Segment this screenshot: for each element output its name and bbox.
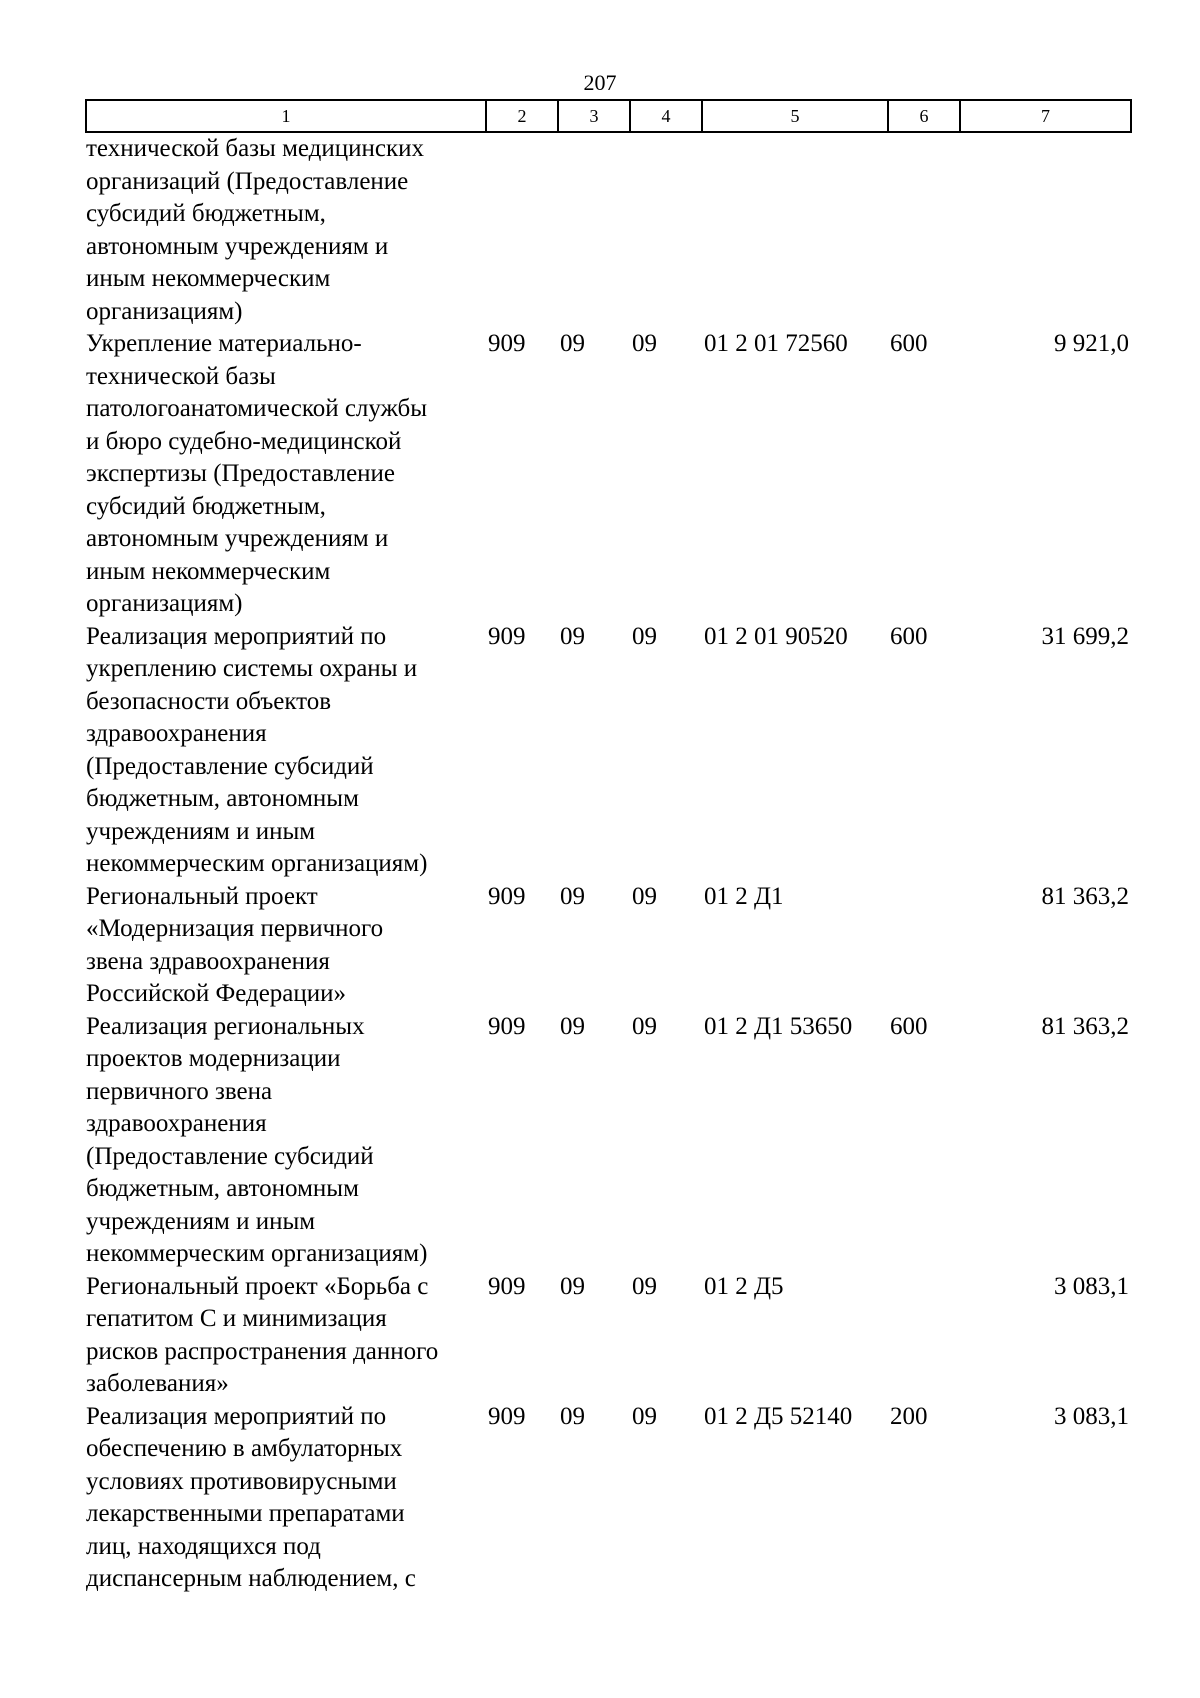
section-code: 09 xyxy=(560,330,585,357)
subsection-code: 09 xyxy=(632,882,657,910)
table-row xyxy=(86,1271,1131,1401)
ministry-code: 909 xyxy=(488,1272,526,1300)
table-row xyxy=(86,1401,1131,1596)
section-code: 09 xyxy=(560,1272,585,1300)
expense-type-code: 600 xyxy=(890,330,928,357)
target-article-code: 01 2 Д1 xyxy=(704,882,784,910)
expense-type-code xyxy=(888,1271,960,1401)
ministry-code: 909 xyxy=(488,1402,526,1430)
section-code xyxy=(558,132,630,328)
table-row xyxy=(86,1011,1131,1271)
ministry-code xyxy=(486,132,558,328)
expense-type-code: 600 xyxy=(890,622,928,650)
ministry-code: 909 xyxy=(488,1012,526,1040)
ministry-code: 909 xyxy=(488,882,526,910)
subsection-code: 09 xyxy=(632,330,657,357)
column-number-header-row xyxy=(86,100,1131,132)
amount: 3 083,1 xyxy=(1054,1402,1129,1430)
column-number-4: 4 xyxy=(630,100,702,132)
amount xyxy=(960,132,1131,328)
subsection-code: 09 xyxy=(632,1402,657,1430)
table-row xyxy=(86,132,1131,328)
subsection-code xyxy=(630,132,702,328)
table-row xyxy=(86,328,1131,621)
target-article-code: 01 2 01 72560 xyxy=(704,330,848,357)
expense-type-code: 600 xyxy=(890,1012,928,1040)
target-article-code: 01 2 Д1 53650 xyxy=(704,1012,853,1040)
expense-type-code: 200 xyxy=(890,1402,928,1430)
target-article-code: 01 2 Д5 52140 xyxy=(704,1402,853,1430)
budget-table xyxy=(85,99,1132,1596)
column-number-7: 7 xyxy=(960,100,1131,132)
amount: 81 363,2 xyxy=(1041,1012,1129,1040)
table-row xyxy=(86,621,1131,881)
row-description: технической базы медицинских организаций (Предоставление субсидий бюджетным, автономным учреждениям и иным некоммерческим организациям) xyxy=(86,135,425,325)
column-number-2: 2 xyxy=(486,100,558,132)
subsection-code: 09 xyxy=(632,1012,657,1040)
section-code: 09 xyxy=(560,882,585,910)
column-number-6: 6 xyxy=(888,100,960,132)
ministry-code: 909 xyxy=(488,330,526,357)
subsection-code: 09 xyxy=(632,622,657,650)
amount: 3 083,1 xyxy=(1054,1272,1129,1300)
column-number-3: 3 xyxy=(558,100,630,132)
target-article-code: 01 2 01 90520 xyxy=(704,622,848,650)
row-description: Реализация региональных проектов модернизации первичного звена здравоохранения (Предоставление субсидий бюджетным, автономным учреждениям и иным некоммерческим организациям) xyxy=(86,1012,428,1267)
section-code: 09 xyxy=(560,1012,585,1040)
row-description: Реализация мероприятий по обеспечению в амбулаторных условиях противовирусными лекарственными препаратами лиц, находящихся под диспансерным наблюдением, с xyxy=(86,1402,416,1592)
row-description: Региональный проект «Борьба с гепатитом С и минимизация рисков распространения данного заболевания» xyxy=(86,1272,439,1397)
amount: 9 921,0 xyxy=(1054,330,1129,357)
column-number-5: 5 xyxy=(702,100,888,132)
page-number: 207 xyxy=(583,70,617,95)
section-code: 09 xyxy=(560,622,585,650)
section-code: 09 xyxy=(560,1402,585,1430)
target-article-code: 01 2 Д5 xyxy=(704,1272,784,1300)
row-description: Региональный проект «Модернизация первичного звена здравоохранения Российской Федерации» xyxy=(86,882,384,1007)
subsection-code: 09 xyxy=(632,1272,657,1300)
target-article-code xyxy=(702,132,888,328)
expense-type-code xyxy=(888,881,960,1011)
expense-type-code xyxy=(888,132,960,328)
column-number-1: 1 xyxy=(86,100,486,132)
ministry-code: 909 xyxy=(488,622,526,650)
row-description: Укрепление материально- технической базы патологоанатомической службы и бюро судебно-медицинской экспертизы (Предоставление субсидий бюджетным, автономным учреждениям и иным некоммерческим организациям) xyxy=(86,330,428,617)
table-row xyxy=(86,881,1131,1011)
amount: 81 363,2 xyxy=(1041,882,1129,910)
row-description: Реализация мероприятий по укреплению системы охраны и безопасности объектов здравоохранения (Предоставление субсидий бюджетным, автономным учреждениям и иным некоммерческим организациям) xyxy=(86,622,428,877)
amount: 31 699,2 xyxy=(1041,622,1129,650)
